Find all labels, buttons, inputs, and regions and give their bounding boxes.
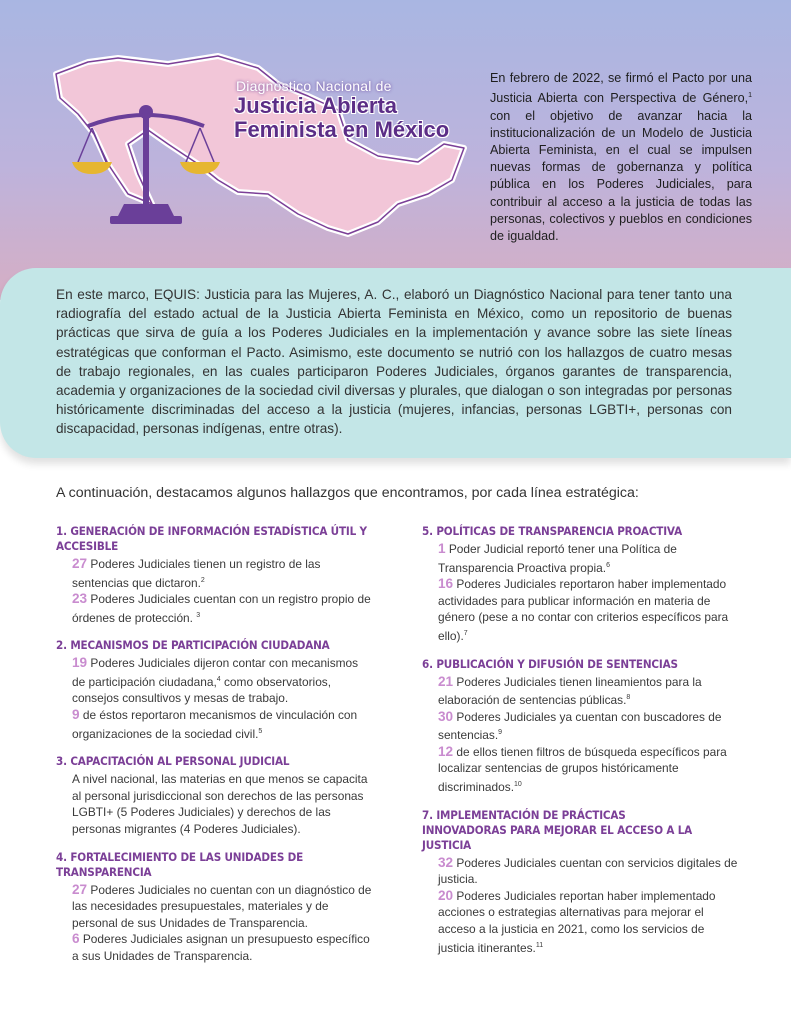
section-title: 4. FORTALECIMIENTO DE LAS UNIDADES DE TRANSPARENCIA: [56, 849, 304, 879]
finding-item: 19 Poderes Judiciales dijeron contar con mecanismos de participación ciudadana,$^4$ como observatorios, consejos consultivos y mesas de trabajo.: [72, 655, 359, 706]
mexico-map-scale-illustration: [48, 44, 468, 244]
section-5: [422, 524, 738, 645]
finding-item: 12 de ellos tienen filtros de búsqueda específicos para localizar sentencias de grupos históricamente discriminados.$^{10}$: [438, 743, 727, 794]
finding-item: 32 Poderes Judiciales cuentan con servicios digitales de justicia.: [438, 854, 738, 887]
findings-column-left: [56, 524, 372, 977]
findings-lead: A continuación, destacamos algunos hallazgos que encontramos, por cada línea estratégica:: [56, 485, 639, 501]
header-subtitle: Diagnóstico Nacional de: [236, 78, 392, 94]
section-title: 5. POLÍTICAS DE TRANSPARENCIA PROACTIVA: [422, 524, 683, 538]
intro-paragraph: En febrero de 2022, se firmó el Pacto por una Justicia Abierta con Perspectiva de Género,$^1$ con el objetivo de avanzar hacia la institucionalización de un Modelo de Justicia Abierta Feminista, en el cual se impulsen nuevas formas de gobernanza y política pública en los Poderes Judiciales, para contribuir al acceso a la justicia de todas las personas, colectivos y pueblos en condiciones de igualdad.: [490, 71, 752, 244]
header-title: [234, 94, 474, 142]
section-title: 3. CAPACITACIÓN AL PERSONAL JUDICIAL: [56, 754, 290, 769]
finding-item: 23 Poderes Judiciales cuentan con un registro propio de órdenes de protección. $^3$: [72, 591, 371, 625]
section-title: 2. MECANISMOS DE PARTICIPACIÓN CIUDADANA: [56, 638, 330, 653]
section-6: [422, 657, 738, 796]
section-title: 1. GENERACIÓN DE INFORMACIÓN ESTADÍSTICA ÚTIL Y ACCESIBLE: [56, 524, 367, 553]
header-title-line2: Feminista en México: [234, 117, 450, 142]
finding-item: 9 de éstos reportaron mecanismos de vinculación con organizaciones de la sociedad civil.$^5$: [72, 707, 358, 741]
section-4: [56, 850, 372, 965]
finding-item: 16 Poderes Judiciales reportaron haber implementado actividades para publicar información en materia de género (pese a no contar con criterios específicos para ello).$^7$: [438, 576, 729, 643]
section-7: [422, 808, 738, 957]
finding-item: 6 Poderes Judiciales asignan un presupuesto específico a sus Unidades de Transparencia.: [72, 931, 370, 963]
finding-item: 21 Poderes Judiciales tienen lineamientos para la elaboración de sentencias públicas.$^8$: [438, 673, 702, 708]
section-title: 6. PUBLICACIÓN Y DIFUSIÓN DE SENTENCIAS: [422, 656, 678, 671]
finding-item: 1 Poder Judicial reportó tener una Política de Transparencia Proactiva propia.$^6$: [438, 541, 677, 575]
section-3: [56, 754, 372, 837]
finding-item: 30 Poderes Judiciales ya cuentan con buscadores de sentencias.$^9$: [438, 708, 722, 743]
finding-item: 20 Poderes Judiciales reportan haber implementado acciones o estrategias alternativas para mejorar el acceso a la justicia en 2021, como los servicios de justicia itinerantes.$^{11}$: [438, 887, 716, 955]
finding-item: A nivel nacional, las materias en que menos se capacita al personal jurisdiccional son derechos de las personas LGBTI+ (5 Poderes Judiciales) y derechos de las personas migrantes (4 Poderes Judiciales).: [72, 772, 368, 836]
section-1: [56, 524, 372, 626]
section-title: 7. IMPLEMENTACIÓN DE PRÁCTICAS INNOVADORAS PARA MEJORAR EL ACCESO A LA JUSTICIA: [422, 807, 693, 852]
finding-item: 27 Poderes Judiciales no cuentan con un diagnóstico de las necesidades presupuestales, materiales y de personal de sus Unidades de Transparencia.: [72, 881, 372, 930]
findings-column-right: [422, 524, 738, 968]
finding-item: 27 Poderes Judiciales tienen un registro de las sentencias que dictaron.$^2$: [72, 556, 321, 590]
context-paragraph: En este marco, EQUIS: Justicia para las Mujeres, A. C., elaboró un Diagnóstico Nacional para tener tanto una radiografía del estado actual de la Justicia Abierta Feminista en México, como un repositorio de buenas prácticas que sirva de guía a los Poderes Judiciales en la implementación y avance sobre las siete líneas estratégicas que conforman el Pacto. Asimismo, este documento se nutrió con los hallazgos de cuatro mesas de trabajo regionales, en las cuales participaron Poderes Judiciales, órganos garantes de transparencia, academia y organizaciones de la sociedad civil diversas y plurales, que dialogan o son integradas por personas históricamente discriminadas del acceso a la justicia (mujeres, infancias, personas LGBTI+, personas con discapacidad, personas indígenas, entre otras).: [56, 287, 732, 437]
scale-of-justice-icon: [72, 105, 220, 224]
section-2: [56, 638, 372, 742]
header-title-line1: Justicia Abierta: [234, 93, 398, 118]
